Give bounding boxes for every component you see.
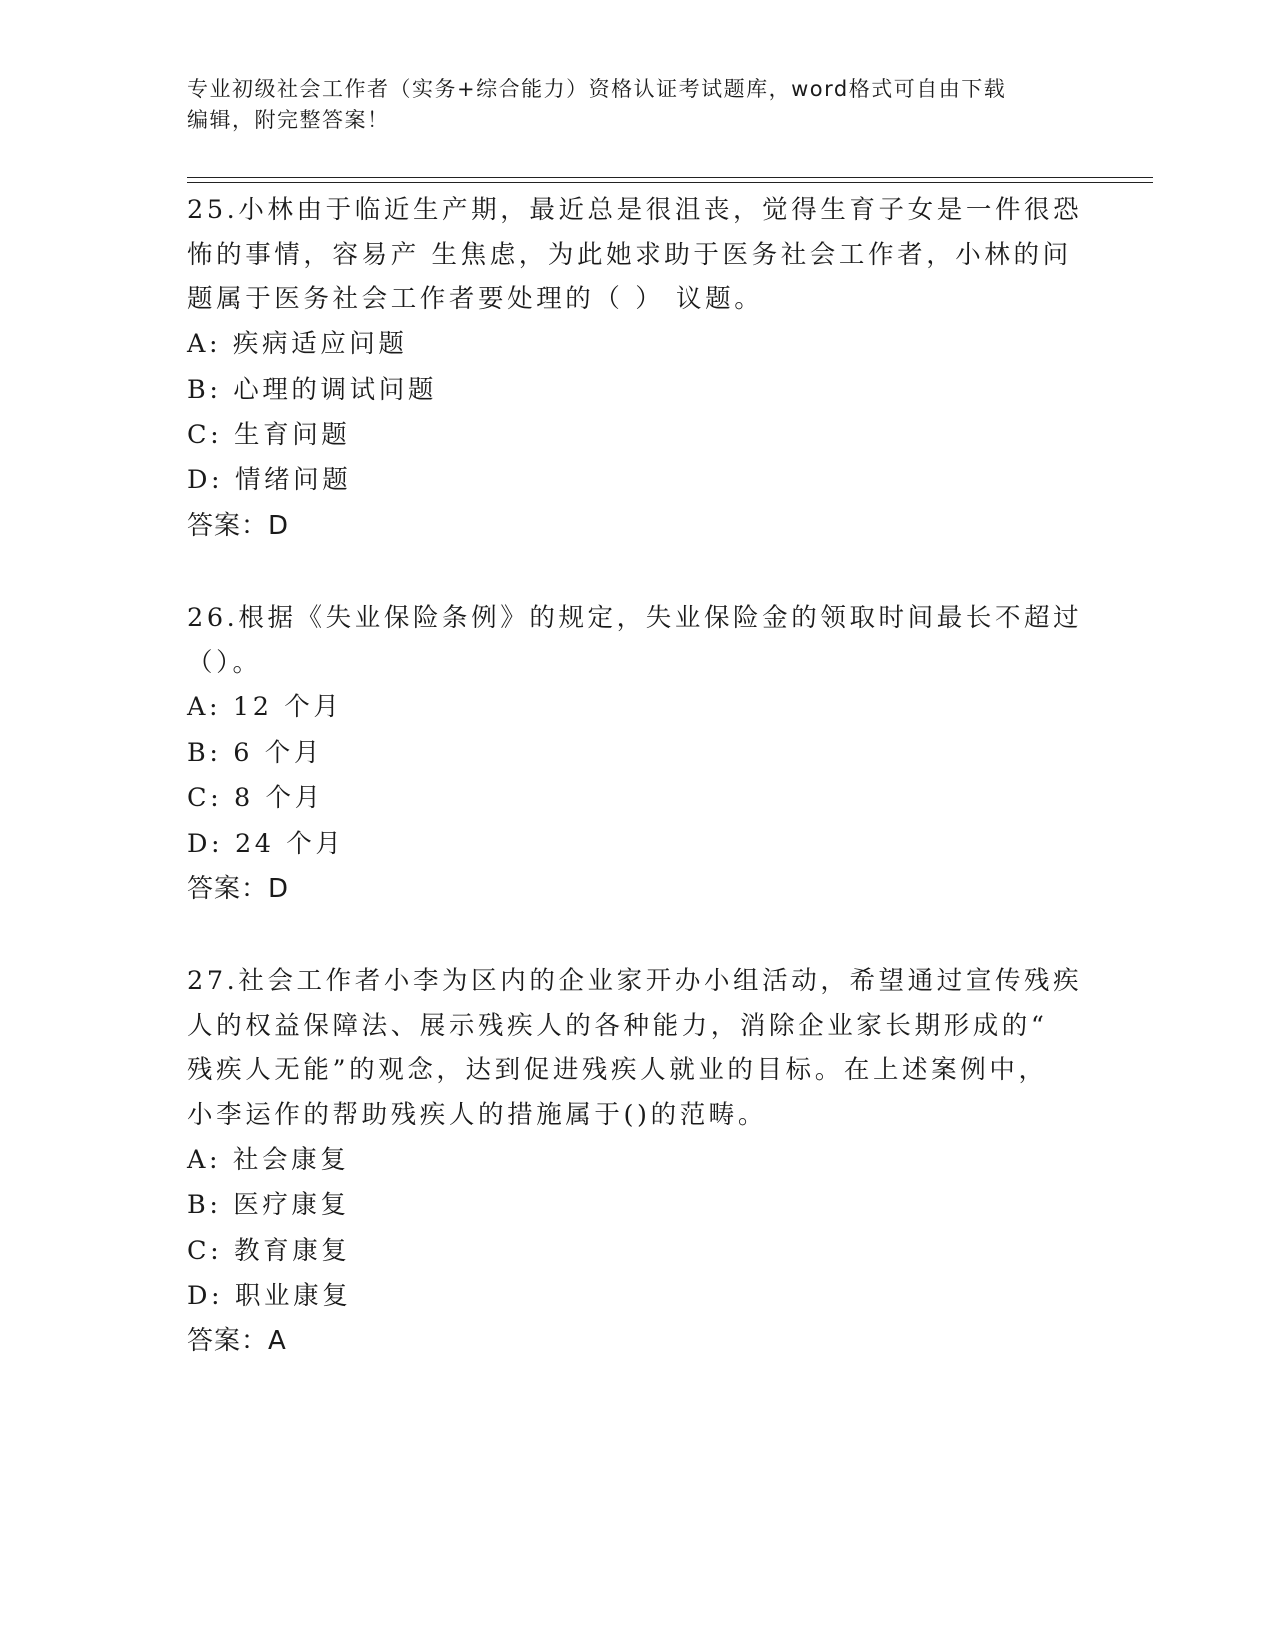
option-a: A: 疾病适应问题	[187, 329, 408, 360]
option-b: B: 心理的调试问题	[187, 374, 437, 405]
question-text-line: 小李运作的帮助残疾人的措施属于()的范畴。	[187, 1100, 767, 1131]
option-d: D: 24 个月	[187, 828, 345, 859]
question-text-line: 残疾人无能”的观念，达到促进残疾人就业的目标。在上述案例中，	[187, 1055, 1048, 1086]
option-b: B: 医疗康复	[187, 1190, 350, 1221]
header-divider-bottom	[187, 182, 1153, 183]
question-text-line: 27.社会工作者小李为区内的企业家开办小组活动，希望通过宣传残疾	[187, 966, 1083, 996]
option-a: A: 12 个月	[187, 692, 343, 723]
option-a: A: 社会康复	[187, 1144, 350, 1175]
question-text-line: 人的权益保障法、展示残疾人的各种能力，消除企业家长期形成的“	[187, 1010, 1048, 1041]
document-header	[187, 74, 1087, 136]
option-c: C: 教育康复	[187, 1235, 351, 1266]
question-text-line: 26.根据《失业保险条例》的规定，失业保险金的领取时间最长不超过	[187, 603, 1083, 633]
question-text-line: 题属于医务社会工作者要处理的（ ） 议题。	[187, 284, 764, 315]
answer-label: 答案：D	[187, 874, 290, 905]
option-b: B: 6 个月	[187, 737, 323, 768]
question-text-line: 25.小林由于临近生产期，最近总是很沮丧，觉得生育子女是一件很恐	[187, 195, 1083, 225]
option-d: D: 职业康复	[187, 1281, 352, 1312]
question-27	[187, 959, 1087, 1364]
header-divider-top	[187, 177, 1153, 178]
question-text-line: 怖的事情，容易产 生焦虑，为此她求助于医务社会工作者，小林的问	[187, 239, 1072, 270]
question-26	[187, 596, 1087, 912]
option-d: D: 情绪问题	[187, 465, 352, 496]
answer-label: 答案：D	[187, 510, 290, 541]
question-25	[187, 188, 1087, 549]
header-line-2: 编辑，附完整答案！	[187, 108, 390, 132]
question-text-line: （）。	[187, 647, 262, 678]
answer-label: 答案：A	[187, 1326, 287, 1357]
option-c: C: 8 个月	[187, 783, 324, 814]
option-c: C: 生育问题	[187, 419, 351, 450]
header-line-1: 专业初级社会工作者（实务+综合能力）资格认证考试题库，word格式可自由下载	[187, 77, 1007, 101]
